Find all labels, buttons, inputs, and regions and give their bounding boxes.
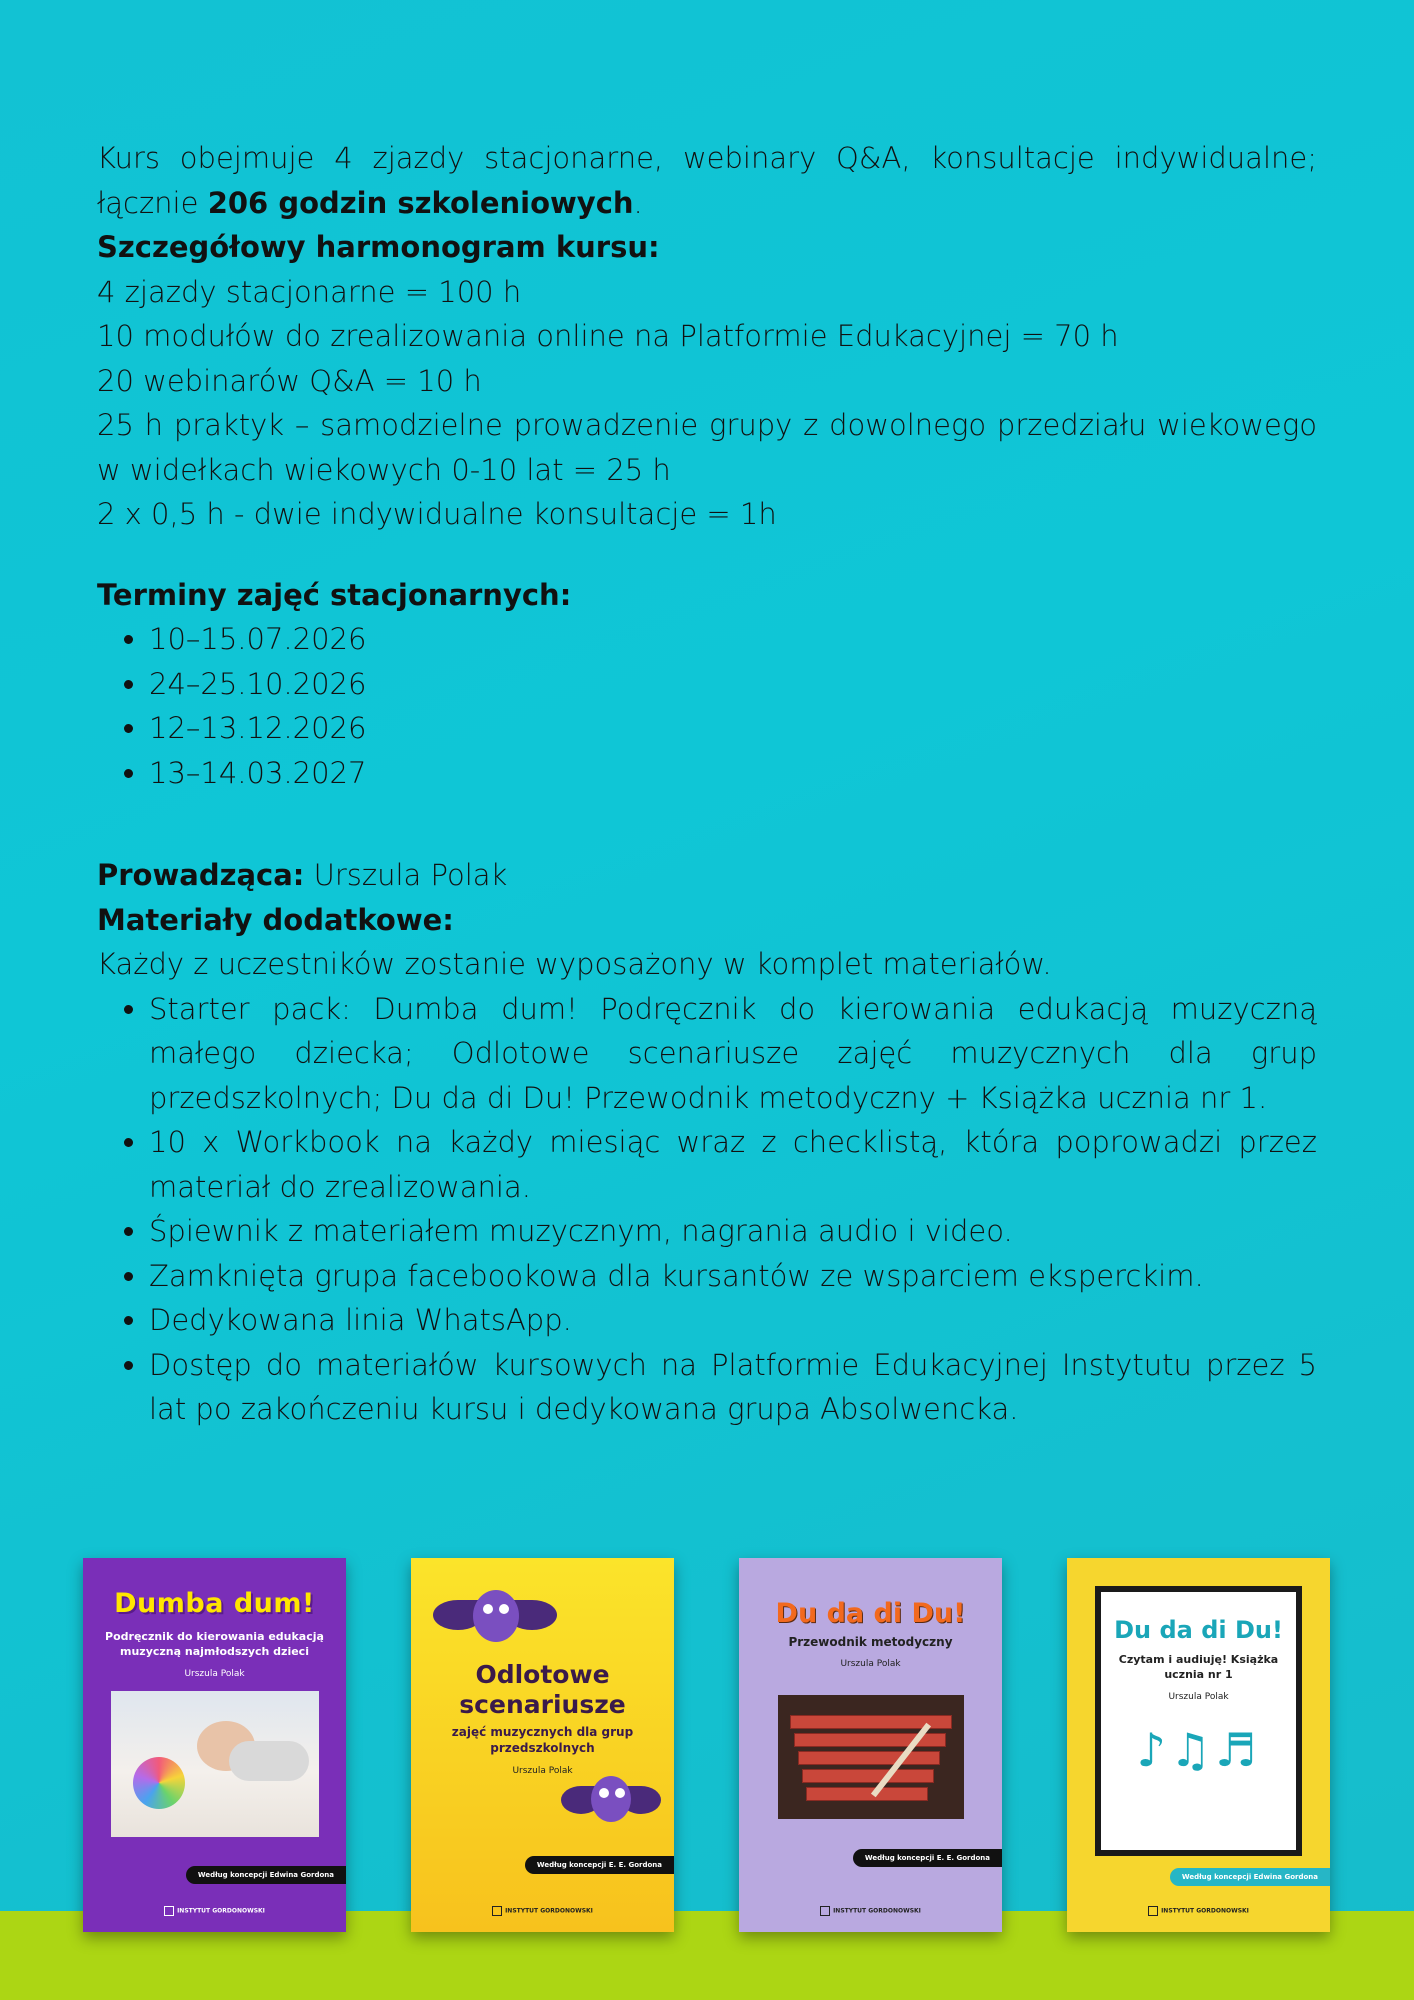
publisher-logo	[411, 1906, 674, 1916]
logo-icon	[164, 1906, 174, 1916]
date-item: • 24–25.10.2026	[149, 662, 1317, 707]
book-cover-odlotowe-scenariusze	[411, 1558, 674, 1932]
logo-text: INSTYTUT GORDONOWSKI	[833, 1907, 921, 1915]
material-item: • Dedykowana linia WhatsApp.	[149, 1298, 1317, 1343]
instructor-label: Prowadząca:	[97, 858, 305, 892]
date-item: • 12–13.12.2026	[149, 706, 1317, 751]
concept-tag: Według koncepcji E. E. Gordona	[853, 1849, 1002, 1867]
logo-icon	[820, 1906, 830, 1916]
dates-heading: Terminy zajęć stacjonarnych:	[97, 577, 572, 612]
course-description	[97, 136, 1317, 1432]
book-subtitle: Przewodnik metodyczny	[788, 1635, 953, 1649]
date-item: • 10–15.07.2026	[149, 617, 1317, 662]
materials-intro: Każdy z uczestników zostanie wyposażony w komplet materiałów.	[97, 947, 1052, 981]
schedule-line: 25 h praktyk – samodzielne prowadzenie grupy z dowolnego przedziału wiekowego w widełkach wiekowych 0-10 lat = 25 h	[97, 408, 1317, 487]
dates-list	[97, 617, 1317, 795]
baby-photo	[111, 1691, 319, 1837]
logo-text: INSTYTUT GORDONOWSKI	[177, 1907, 265, 1915]
logo-text: INSTYTUT GORDONOWSKI	[1161, 1907, 1249, 1915]
materials-list	[97, 987, 1317, 1432]
schedule-line: 10 modułów do zrealizowania online na Platformie Edukacyjnej = 70 h	[97, 319, 1119, 353]
book-covers	[0, 1558, 1414, 1938]
book-author: Urszula Polak	[184, 1669, 245, 1679]
publisher-logo	[83, 1906, 346, 1916]
book-title: Du da di Du!	[1114, 1616, 1283, 1644]
logo-icon	[492, 1906, 502, 1916]
material-item: • Śpiewnik z materiałem muzycznym, nagrania audio i video.	[149, 1209, 1317, 1254]
book-title: Du da di Du!	[775, 1598, 966, 1629]
schedule-section	[97, 225, 1317, 537]
publisher-logo	[1067, 1906, 1330, 1916]
logo-icon	[1148, 1906, 1158, 1916]
schedule-line: 2 x 0,5 h - dwie indywidualne konsultacje = 1h	[97, 497, 777, 531]
cover-frame	[1095, 1586, 1302, 1856]
bat-icon	[561, 1770, 661, 1832]
book-author: Urszula Polak	[840, 1659, 901, 1669]
instructor-line	[97, 853, 1317, 898]
materials-section	[97, 898, 1317, 1432]
book-author: Urszula Polak	[512, 1766, 573, 1776]
materials-heading: Materiały dodatkowe:	[97, 902, 454, 937]
book-title: Odlotowe scenariusze	[459, 1660, 626, 1719]
material-item: • Dostęp do materiałów kursowych na Platformie Edukacyjnej Instytutu przez 5 lat po zakończeniu kursu i dedykowana grupa Absolwencka.	[149, 1343, 1317, 1432]
music-notes-icon: ♪♫♬	[1136, 1723, 1261, 1777]
concept-tag: Według koncepcji Edwina Gordona	[1170, 1868, 1330, 1886]
date-item: • 13–14.03.2027	[149, 751, 1317, 796]
toy-ball-shape	[133, 1757, 185, 1809]
baby-body-shape	[229, 1741, 309, 1781]
concept-tag: Według koncepcji Edwina Gordona	[186, 1866, 346, 1884]
book-cover-ksiazka-ucznia	[1067, 1558, 1330, 1932]
dates-section	[97, 573, 1317, 796]
intro-paragraph	[97, 136, 1317, 225]
book-cover-dumba-dum	[83, 1558, 346, 1932]
book-author: Urszula Polak	[1168, 1692, 1229, 1702]
schedule-line: 20 webinarów Q&A = 10 h	[97, 363, 482, 398]
book-subtitle: zajęć muzycznych dla grup przedszkolnych	[451, 1725, 634, 1755]
material-item: • 10 x Workbook na każdy miesiąc wraz z checklistą, która poprowadzi przez materiał do zrealizowania.	[149, 1120, 1317, 1209]
publisher-logo	[739, 1906, 1002, 1916]
material-item: • Zamknięta grupa facebookowa dla kursantów ze wsparciem eksperckim.	[149, 1254, 1317, 1299]
book-subtitle: Czytam i audiuję! Książka ucznia nr 1	[1118, 1653, 1279, 1681]
book-cover-przewodnik-metodyczny	[739, 1558, 1002, 1932]
logo-text: INSTYTUT GORDONOWSKI	[505, 1907, 593, 1915]
xylophone-photo	[778, 1695, 964, 1819]
total-hours: 206 godzin szkoleniowych	[207, 185, 634, 220]
intro-end: .	[633, 185, 643, 220]
book-title: Dumba dum!	[114, 1588, 315, 1619]
instructor-name: Urszula Polak	[304, 858, 508, 892]
intro-text: Kurs obejmuje 4 zjazdy stacjonarne, webinary Q&A, konsultacje indywidualne; łącznie	[97, 141, 1317, 220]
schedule-line: 4 zjazdy stacjonarne = 100 h	[97, 274, 522, 309]
concept-tag: Według koncepcji E. E. Gordona	[525, 1856, 674, 1874]
schedule-heading: Szczegółowy harmonogram kursu:	[97, 230, 660, 264]
material-item: • Starter pack: Dumba dum! Podręcznik do kierowania edukacją muzyczną małego dziecka; Odlotowe scenariusze zajęć muzycznych dla grup przedszkolnych; Du da di Du! Przewodnik metodyczny + Książka ucznia nr 1.	[149, 987, 1317, 1121]
book-subtitle: Podręcznik do kierowania edukacją muzyczną najmłodszych dzieci	[105, 1630, 324, 1658]
bat-icon	[433, 1586, 557, 1650]
